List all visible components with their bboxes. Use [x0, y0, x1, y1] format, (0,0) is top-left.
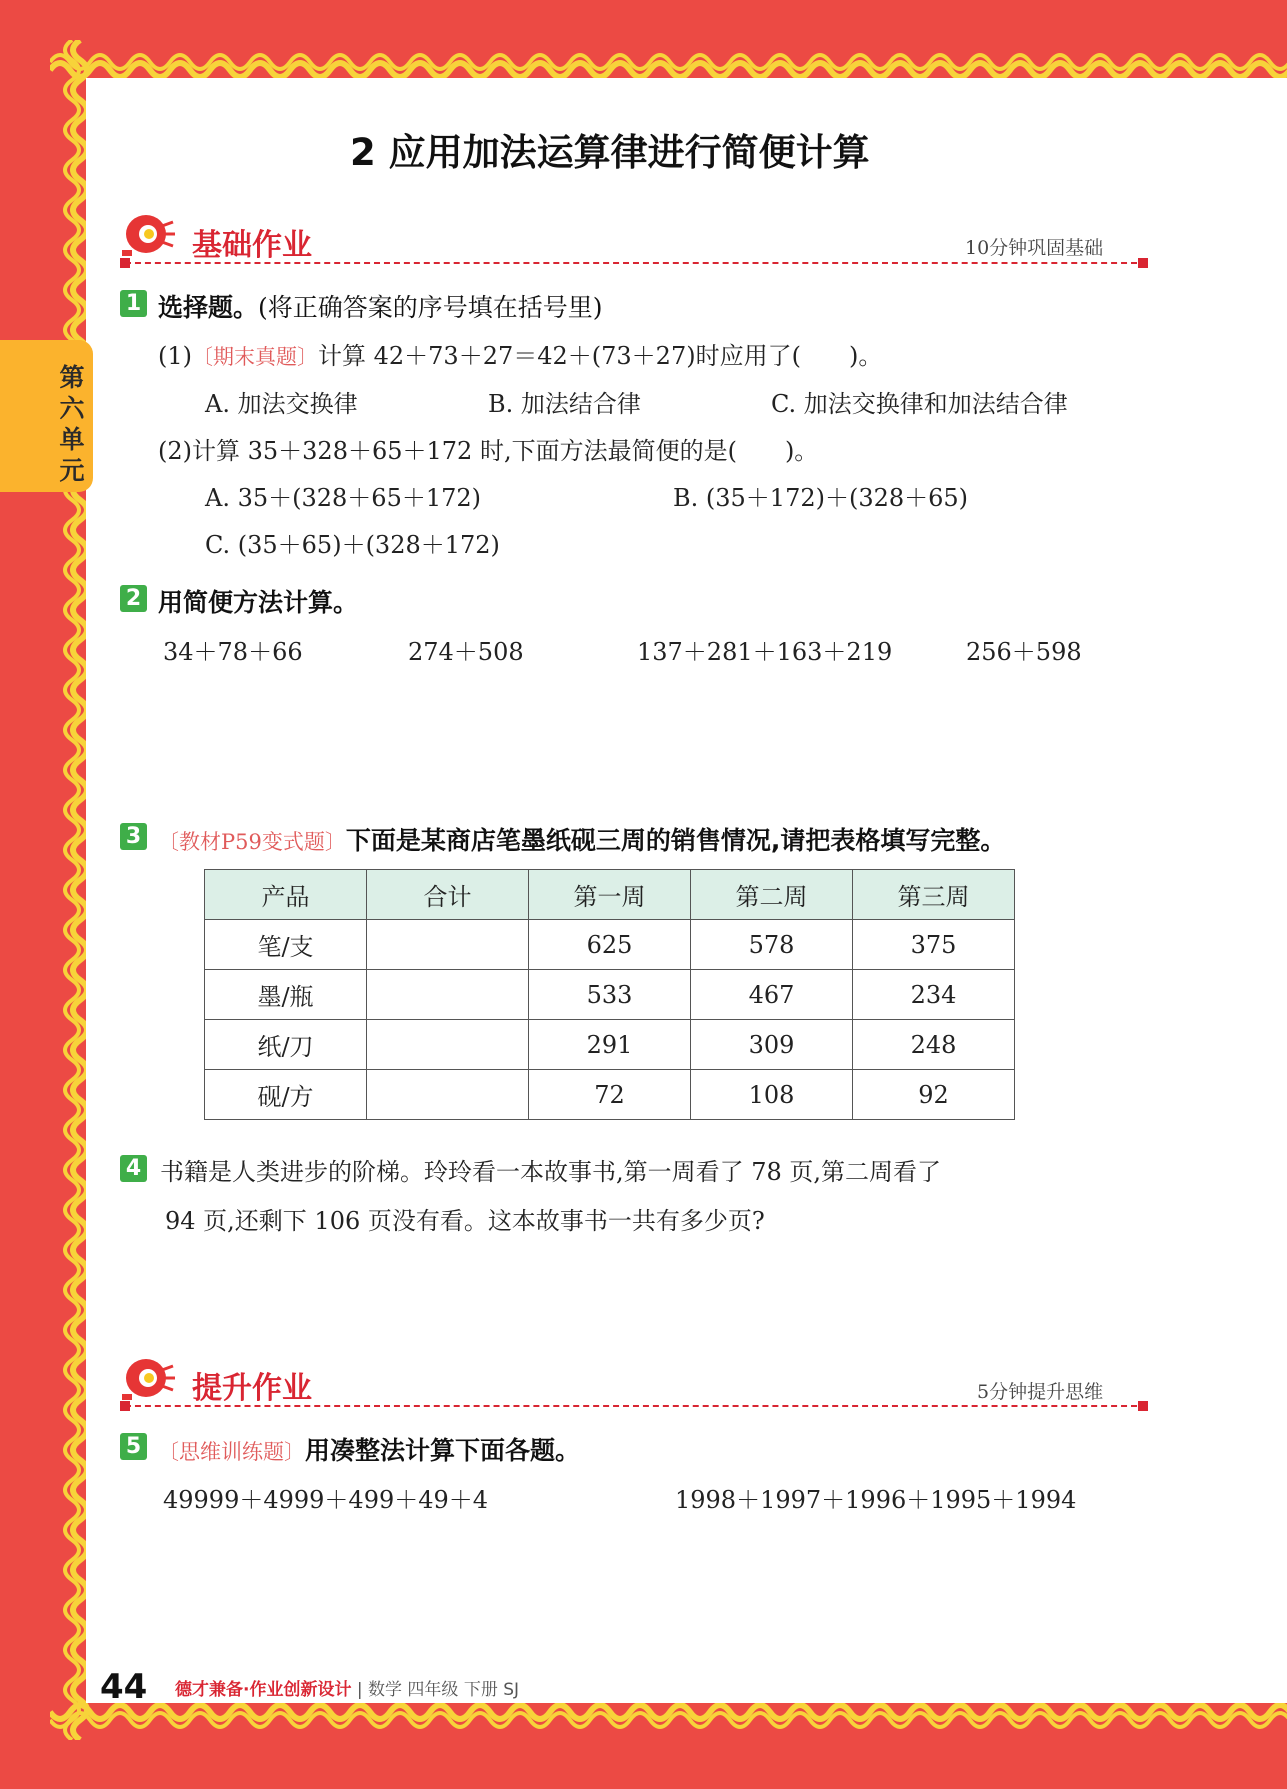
q1-sub2-option-c[interactable]: C. (35＋65)＋(328＋172): [205, 531, 500, 559]
table-header-cell: 合计: [367, 870, 529, 920]
question-3-head: 〔教材P59变式题〕下面是某商店笔墨纸砚三周的销售情况,请把表格填写完整。: [158, 826, 1006, 855]
question-4-text-line2: 94 页,还剩下 106 页没有看。这本故事书一共有多少页?: [165, 1207, 765, 1235]
table-header-cell: 产品: [205, 870, 367, 920]
section-time-advanced: 5分钟提升思维: [977, 1381, 1104, 1403]
q1-sub1-option-b[interactable]: B. 加法结合律: [488, 390, 641, 418]
question-number-5: 5: [120, 1433, 147, 1460]
bell-mascot-icon: [118, 1352, 176, 1404]
divider-end-left: [120, 1401, 130, 1411]
q2-expression: 137＋281＋163＋219: [637, 638, 893, 666]
table-cell: 笔/支: [205, 920, 367, 970]
table-cell: 砚/方: [205, 1070, 367, 1120]
table-cell: 467: [691, 970, 853, 1020]
q2-expression: 256＋598: [966, 638, 1082, 666]
q1-sub1: (1)〔期末真题〕计算 42＋73＋27＝42＋(73＋27)时应用了( )。: [158, 342, 883, 370]
table-cell: 234: [853, 970, 1015, 1020]
section-divider-advanced: [125, 1405, 1137, 1407]
footer-info: 德才兼备·作业创新设计 | 数学 四年级 下册 SJ: [175, 1680, 520, 1700]
frame-wave-bottom: [50, 1700, 1287, 1744]
table-header-cell: 第三周: [853, 870, 1015, 920]
sales-table: [204, 869, 1015, 1120]
q1-sub2-option-a[interactable]: A. 35＋(328＋65＋172): [205, 484, 482, 512]
section-time-basic: 10分钟巩固基础: [965, 237, 1104, 259]
table-cell: 625: [529, 920, 691, 970]
table-cell: 纸/刀: [205, 1020, 367, 1070]
table-cell-total-blank[interactable]: [367, 1070, 529, 1120]
table-cell: 92: [853, 1070, 1015, 1120]
page-title: 2 应用加法运算律进行简便计算: [350, 131, 870, 174]
q1-sub2-option-b[interactable]: B. (35＋172)＋(328＋65): [673, 484, 969, 512]
question-4-text-line1: 书籍是人类进步的阶梯。玲玲看一本故事书,第一周看了 78 页,第二周看了: [160, 1158, 942, 1186]
question-number-3: 3: [120, 823, 147, 850]
table-cell: 578: [691, 920, 853, 970]
table-row: [205, 920, 1015, 970]
divider-end-right: [1138, 258, 1148, 268]
table-cell-total-blank[interactable]: [367, 920, 529, 970]
question-5-head: 〔思维训练题〕用凑整法计算下面各题。: [158, 1436, 581, 1465]
table-cell: 108: [691, 1070, 853, 1120]
table-cell-total-blank[interactable]: [367, 970, 529, 1020]
table-cell: 375: [853, 920, 1015, 970]
q1-sub1-option-a[interactable]: A. 加法交换律: [205, 390, 358, 418]
q1-sub1-option-c[interactable]: C. 加法交换律和加法结合律: [771, 390, 1068, 418]
table-cell: 72: [529, 1070, 691, 1120]
q2-expression: 274＋508: [408, 638, 524, 666]
table-cell: 533: [529, 970, 691, 1020]
bell-mascot-icon: [118, 208, 176, 260]
q1-sub2: (2)计算 35＋328＋65＋172 时,下面方法最简便的是( )。: [158, 437, 819, 465]
table-header-cell: 第二周: [691, 870, 853, 920]
divider-end-right: [1138, 1401, 1148, 1411]
table-row: [205, 970, 1015, 1020]
table-cell: 248: [853, 1020, 1015, 1070]
table-header-row: [205, 870, 1015, 920]
table-cell: 墨/瓶: [205, 970, 367, 1020]
table-row: [205, 1070, 1015, 1120]
section-divider-basic: [125, 262, 1137, 264]
table-cell: 291: [529, 1020, 691, 1070]
table-cell-total-blank[interactable]: [367, 1020, 529, 1070]
q5-expression: 49999＋4999＋499＋49＋4: [163, 1486, 489, 1514]
question-number-4: 4: [120, 1155, 147, 1182]
section-title-basic: 基础作业: [192, 228, 312, 263]
section-title-advanced: 提升作业: [192, 1371, 312, 1406]
table-row: [205, 1020, 1015, 1070]
q2-expression: 34＋78＋66: [163, 638, 303, 666]
question-number-1: 1: [120, 290, 147, 317]
question-number-2: 2: [120, 585, 147, 612]
question-1-head: 选择题。(将正确答案的序号填在括号里): [158, 293, 603, 322]
table-header-cell: 第一周: [529, 870, 691, 920]
question-2-head: 用简便方法计算。: [158, 588, 359, 617]
page-number: 44: [100, 1667, 148, 1707]
q5-expression: 1998＋1997＋1996＋1995＋1994: [675, 1486, 1077, 1514]
table-cell: 309: [691, 1020, 853, 1070]
unit-tab-label: 第六单元: [59, 363, 85, 485]
divider-end-left: [120, 258, 130, 268]
